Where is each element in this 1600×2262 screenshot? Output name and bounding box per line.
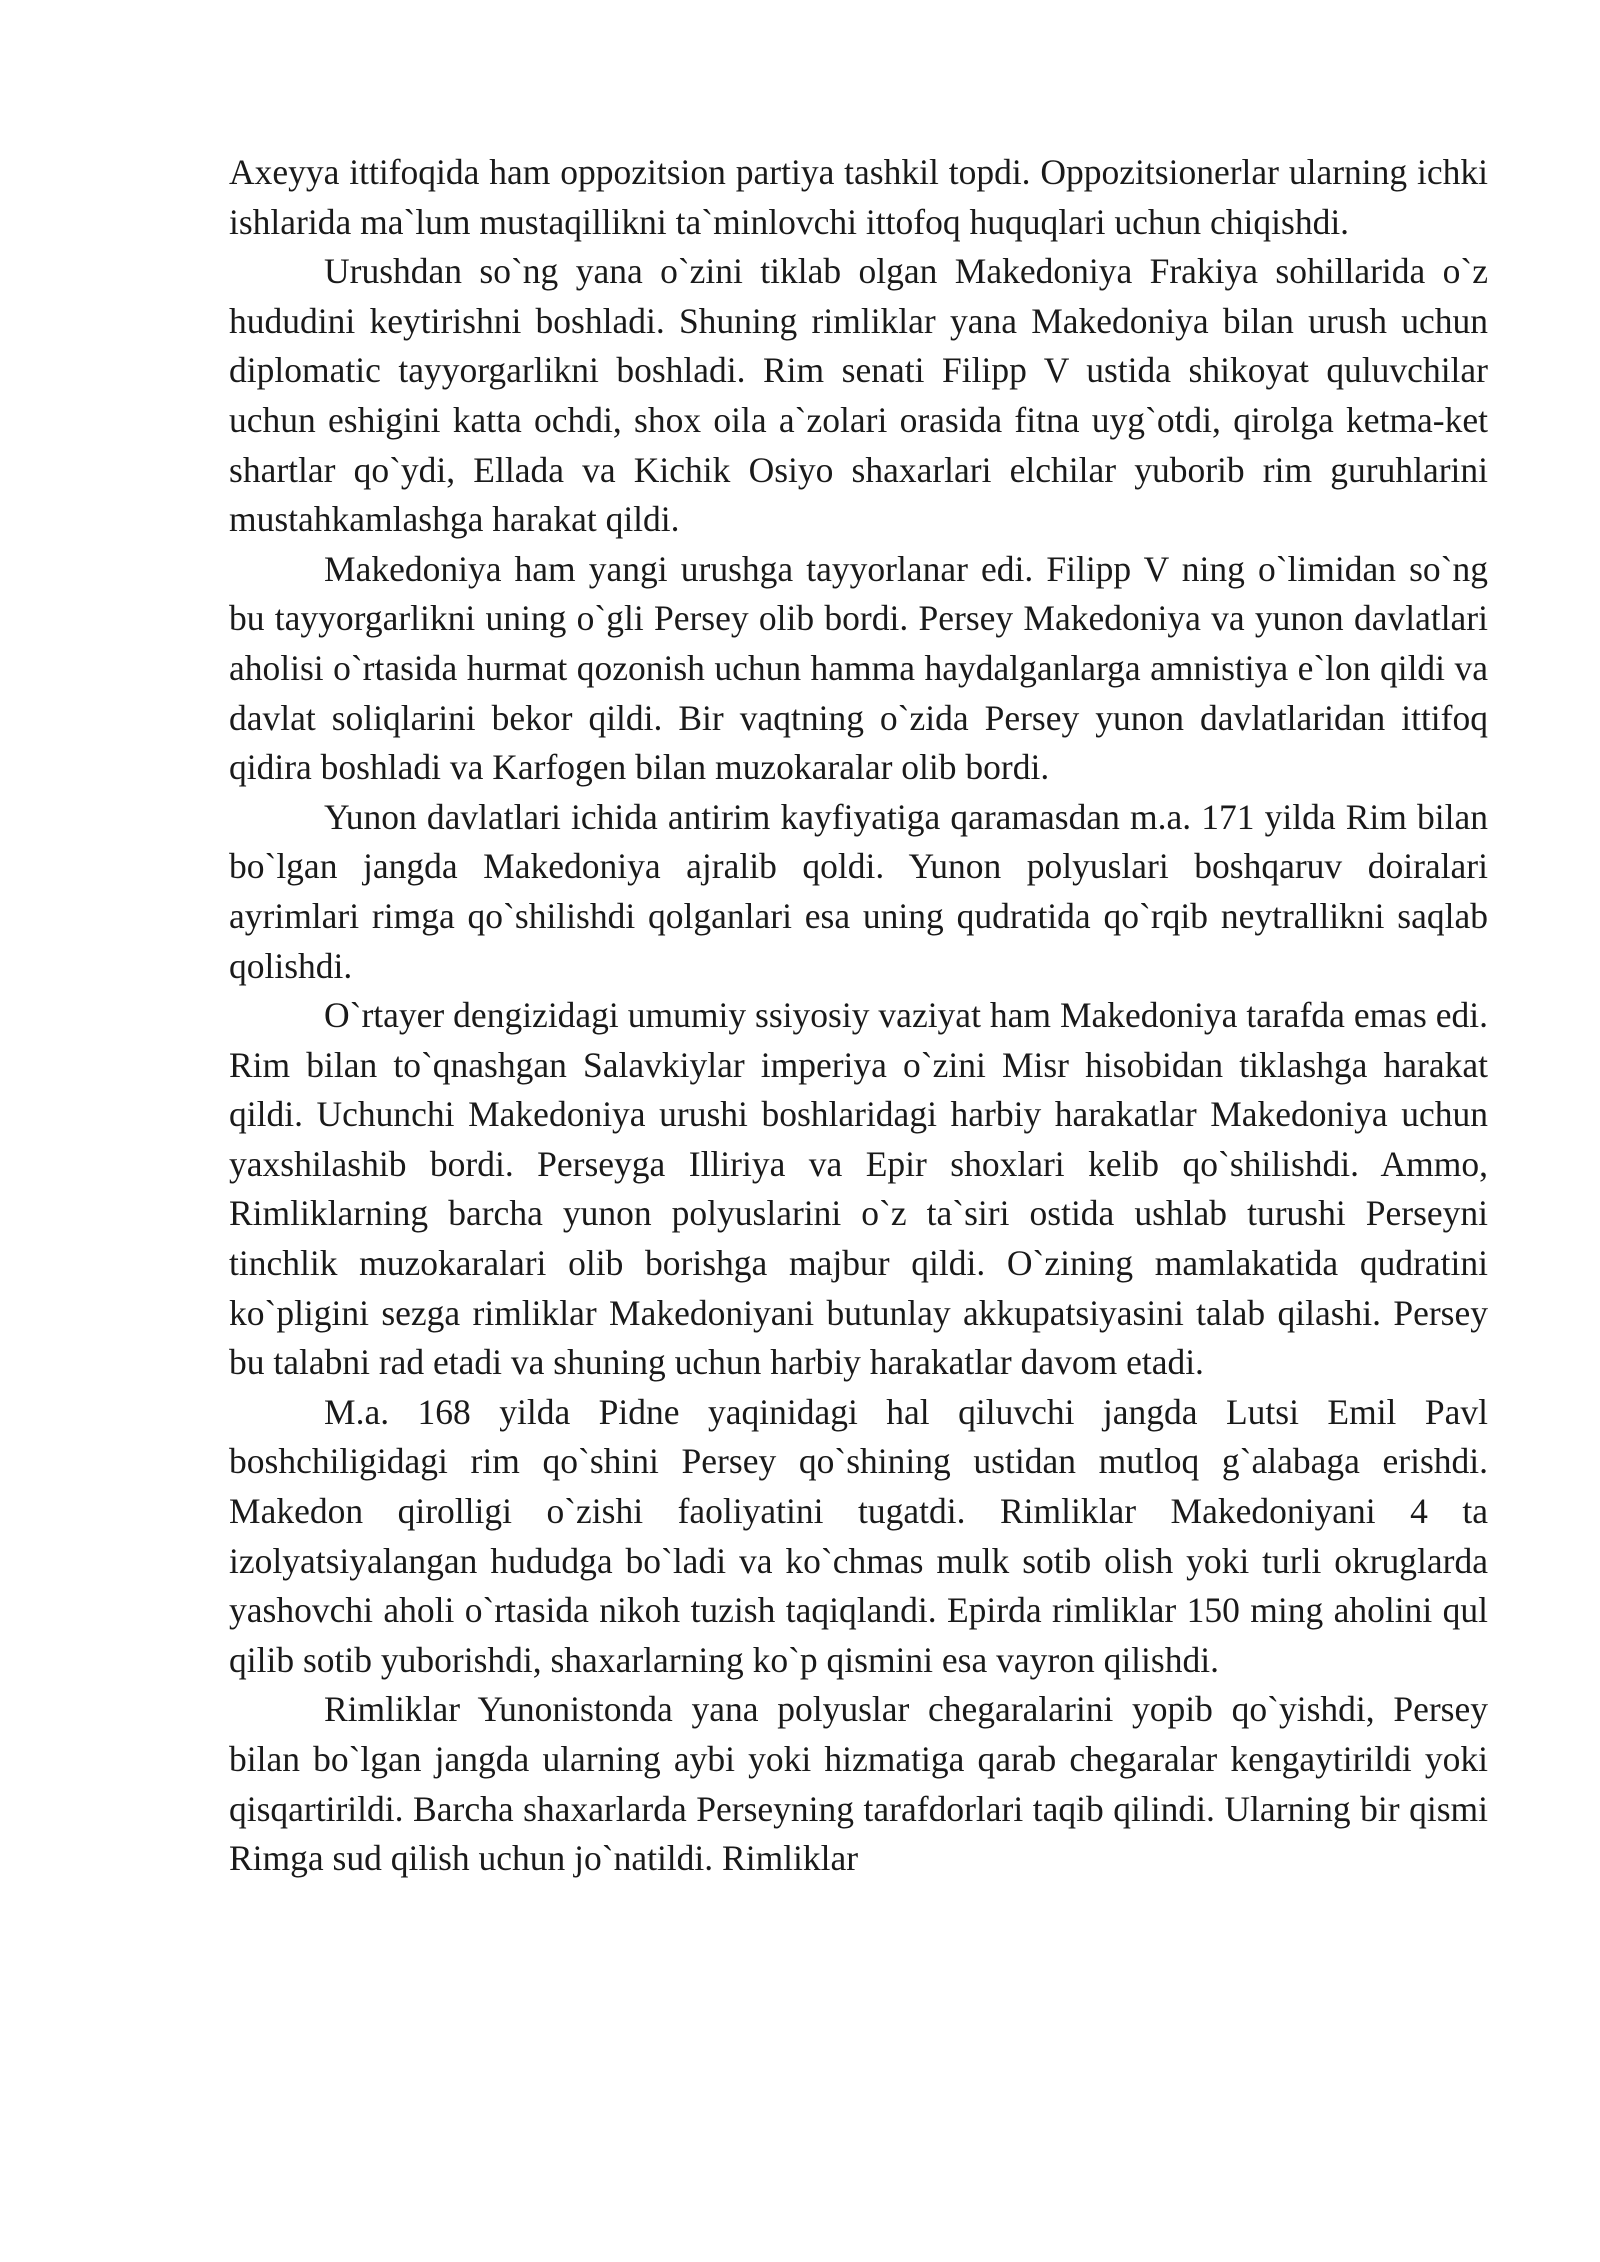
paragraph: Axeyya ittifoqida ham oppozitsion partiya tashkil topdi. Oppozitsionerlar ularning ichki ishlarida ma`lum mustaqillikni ta`minlovchi ittofoq huquqlari uchun chiqishdi. <box>229 152 1488 242</box>
document-page <box>229 148 1488 1884</box>
paragraph: Makedoniya ham yangi urushga tayyorlanar edi. Filipp V ning o`limidan so`ng bu tayyorgarlikni uning o`gli Persey olib bordi. Persey Makedoniya va yunon davlatlari aholisi o`rtasida hurmat qozonish uchun hamma haydalganlarga amnistiya e`lon qildi va davlat soliqlarini bekor qildi. Bir vaqtning o`zida Persey yunon davlatlaridan ittifoq qidira boshladi va Karfogen bilan muzokaralar olib bordi. <box>229 548 1488 788</box>
paragraph: M.a. 168 yilda Pidne yaqinidagi hal qiluvchi jangda Lutsi Emil Pavl boshchiligidagi rim qo`shini Persey qo`shining ustidan mutloq g`alabaga erishdi. Makedon qirolligi o`zishi faoliyatini tugatdi. Rimliklar Makedoniyani 4 ta izolyatsiyalangan hududga bo`ladi va ko`chmas mulk sotib olish yoki turli okruglarda yashovchi aholi o`rtasida nikoh tuzish taqiqlandi. Epirda rimliklar 150 ming aholini qul qilib sotib yuborishdi, shaxarlarning ko`p qismini esa vayron qilishdi. <box>229 1391 1488 1680</box>
paragraph: Urushdan so`ng yana o`zini tiklab olgan Makedoniya Frakiya sohillarida o`z hududini keytirishni boshladi. Shuning rimliklar yana Makedoniya bilan urush uchun diplomatic tayyorgarlikni boshladi. Rim senati Filipp V ustida shikoyat quluvchilar uchun eshigini katta ochdi, shox oila a`zolari orasida fitna uyg`otdi, qirolga ketma-ket shartlar qo`ydi, Ellada va Kichik Osiyo shaxarlari elchilar yuborib rim guruhlarini mustahkamlashga harakat qildi. <box>229 251 1488 540</box>
paragraph: Yunon davlatlari ichida antirim kayfiyatiga qaramasdan m.a. 171 yilda Rim bilan bo`lgan jangda Makedoniya ajralib qoldi. Yunon polyuslari boshqaruv doiralari ayrimlari rimga qo`shilishdi qolganlari esa uning qudratida qo`rqib neytrallikni saqlab qolishdi. <box>229 796 1488 986</box>
paragraph: O`rtayer dengizidagi umumiy ssiyosiy vaziyat ham Makedoniya tarafda emas edi. Rim bilan to`qnashgan Salavkiylar imperiya o`zini Misr hisobidan tiklashga harakat qildi. Uchunchi Makedoniya urushi boshlaridagi harbiy harakatlar Makedoniya uchun yaxshilashib bordi. Perseyga Illiriya va Epir shoxlari kelib qo`shilishdi. Ammo, Rimliklarning barcha yunon polyuslarini o`z ta`siri ostida ushlab turushi Perseyni tinchlik muzokaralari olib borishga majbur qildi. O`zining mamlakatida qudratini ko`pligini sezga rimliklar Makedoniyani butunlay akkupatsiyasini talab qilashi. Persey bu talabni rad etadi va shuning uchun harbiy harakatlar davom etadi. <box>229 995 1488 1383</box>
paragraph: Rimliklar Yunonistonda yana polyuslar chegaralarini yopib qo`yishdi, Persey bilan bo`lgan jangda ularning aybi yoki hizmatiga qarab chegaralar kengaytirildi yoki qisqartirildi. Barcha shaxarlarda Perseyning tarafdorlari taqib qilindi. Ularning bir qismi Rimga sud qilish uchun jo`natildi. Rimliklar <box>229 1689 1488 1879</box>
